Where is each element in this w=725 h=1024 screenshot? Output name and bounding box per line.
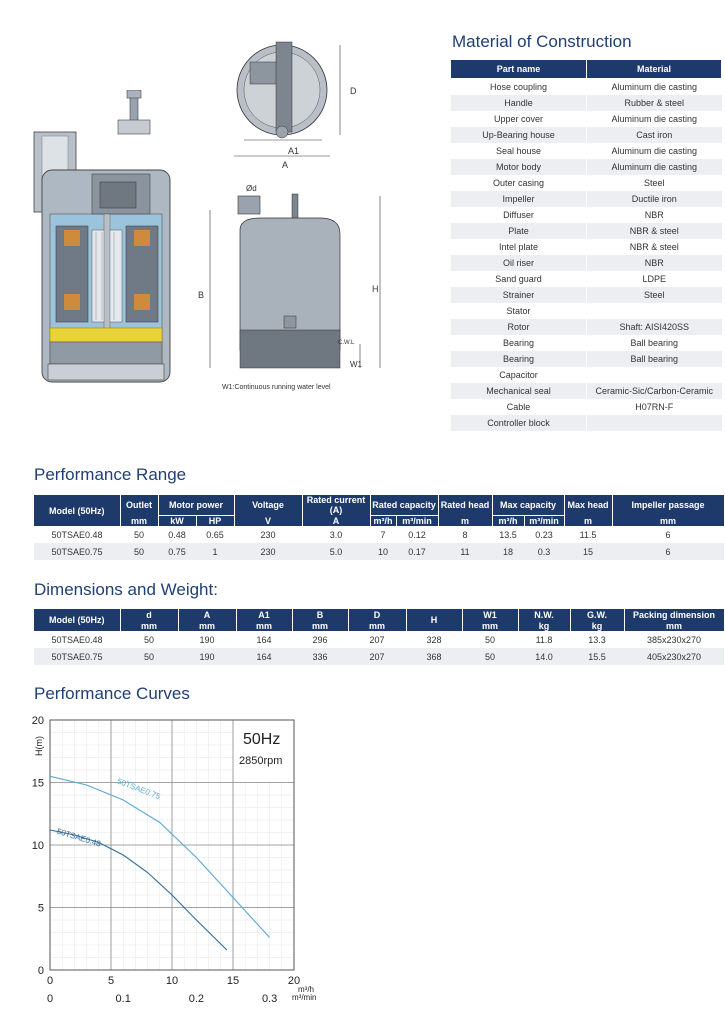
dim-h-d: d bbox=[120, 609, 178, 620]
perf-cell: 0.75 bbox=[158, 543, 196, 560]
material-value-cell: NBR & steel bbox=[587, 223, 722, 239]
x2-tick-label: 0.2 bbox=[188, 993, 205, 1005]
pump-cutaway-drawing bbox=[30, 90, 190, 390]
material-row bbox=[451, 79, 722, 96]
dim-cell: 207 bbox=[348, 648, 406, 665]
material-row bbox=[451, 271, 722, 287]
x2-tick-label: 0.1 bbox=[115, 993, 131, 1005]
rpm-label: 2850rpm bbox=[239, 755, 283, 767]
dim-cell: 50 bbox=[462, 648, 518, 665]
dim-cell: 296 bbox=[292, 631, 348, 648]
material-value-cell: Ceramic-Sic/Carbon-Ceramic bbox=[587, 383, 722, 399]
material-part-cell: Stator bbox=[451, 303, 587, 319]
perf-h-mcap-u1: m³/h bbox=[492, 515, 524, 526]
perf-cell: 1 bbox=[196, 543, 234, 560]
dim-h-gw: G.W. bbox=[570, 609, 624, 620]
material-row bbox=[451, 127, 722, 143]
material-value-cell: Steel bbox=[587, 287, 722, 303]
dim-label-h: H bbox=[372, 284, 379, 294]
material-part-cell: Handle bbox=[451, 95, 587, 111]
dim-cell: 50TSAE0.75 bbox=[34, 648, 120, 665]
perf-h-rcap: Rated capacity bbox=[370, 495, 438, 515]
dim-cell: 11.8 bbox=[518, 631, 570, 648]
material-part-cell: Hose coupling bbox=[451, 79, 587, 96]
material-value-cell: Steel bbox=[587, 175, 722, 191]
material-value-cell: Aluminum die casting bbox=[587, 79, 722, 96]
perf-cell: 11.5 bbox=[564, 526, 612, 543]
pump-side-view-drawing bbox=[200, 190, 390, 380]
dim-row bbox=[34, 631, 724, 648]
dim-h-a: A bbox=[178, 609, 236, 620]
x-tick-label: 10 bbox=[165, 975, 179, 987]
material-table bbox=[450, 59, 722, 431]
material-part-cell: Sand guard bbox=[451, 271, 587, 287]
dim-h-a1: A1 bbox=[236, 609, 292, 620]
y-tick-label: 5 bbox=[37, 902, 44, 915]
material-row bbox=[451, 399, 722, 415]
y-axis-label: H(m) bbox=[34, 736, 44, 756]
material-row bbox=[451, 191, 722, 207]
x-tick-label: 20 bbox=[287, 975, 301, 987]
perf-h-voltage-unit: V bbox=[234, 515, 302, 526]
dim-h-pack: Packing dimension bbox=[624, 609, 724, 620]
dimensions-title: Dimensions and Weight: bbox=[34, 580, 218, 599]
material-value-cell bbox=[587, 303, 722, 319]
dim-label-od: Ød bbox=[246, 184, 257, 193]
material-part-cell: Motor body bbox=[451, 159, 587, 175]
dim-h-a1-unit: mm bbox=[236, 620, 292, 631]
perf-h-mcap-u2: m³/min bbox=[524, 515, 564, 526]
material-part-cell: Bearing bbox=[451, 335, 587, 351]
material-part-cell: Plate bbox=[451, 223, 587, 239]
perf-cell: 11 bbox=[438, 543, 492, 560]
material-value-cell: NBR bbox=[587, 255, 722, 271]
perf-h-kw: kW bbox=[158, 515, 196, 526]
material-row bbox=[451, 367, 722, 383]
material-row bbox=[451, 303, 722, 319]
perf-cell: 50 bbox=[120, 526, 158, 543]
material-row bbox=[451, 255, 722, 271]
material-row bbox=[451, 111, 722, 127]
dim-h-d-unit: mm bbox=[120, 620, 178, 631]
dim-h-pack-unit: mm bbox=[624, 620, 724, 631]
material-row bbox=[451, 335, 722, 351]
dim-label-w1: W1 bbox=[350, 360, 362, 369]
dim-h-dd-unit: mm bbox=[348, 620, 406, 631]
perf-cell: 3.0 bbox=[302, 526, 370, 543]
dim-h-model: Model (50Hz) bbox=[34, 609, 120, 631]
performance-curve-chart bbox=[20, 712, 340, 1012]
perf-h-current-unit: A bbox=[302, 515, 370, 526]
perf-cell: 5.0 bbox=[302, 543, 370, 560]
perf-h-hp: HP bbox=[196, 515, 234, 526]
material-value-cell: Aluminum die casting bbox=[587, 159, 722, 175]
perf-cell: 6 bbox=[612, 526, 724, 543]
material-row bbox=[451, 207, 722, 223]
dimensions-table bbox=[34, 609, 725, 665]
perf-cell: 13.5 bbox=[492, 526, 524, 543]
perf-cell: 0.65 bbox=[196, 526, 234, 543]
perf-cell: 0.23 bbox=[524, 526, 564, 543]
x-tick-label: 15 bbox=[226, 975, 240, 987]
material-value-cell: Shaft: AISI420SS bbox=[587, 319, 722, 335]
material-row bbox=[451, 383, 722, 399]
dim-cell: 50 bbox=[120, 631, 178, 648]
material-value-cell bbox=[587, 367, 722, 383]
perf-h-voltage: Voltage bbox=[234, 495, 302, 515]
perf-cell: 0.12 bbox=[396, 526, 438, 543]
y-tick-label: 20 bbox=[31, 715, 44, 727]
dim-cell: 207 bbox=[348, 631, 406, 648]
frequency-label: 50Hz bbox=[243, 731, 281, 748]
material-row bbox=[451, 239, 722, 255]
perf-cell: 230 bbox=[234, 526, 302, 543]
dim-cell: 405x230x270 bbox=[624, 648, 724, 665]
y-tick-label: 10 bbox=[31, 840, 44, 852]
dim-cell: 190 bbox=[178, 631, 236, 648]
perf-cell: 50TSAE0.75 bbox=[34, 543, 120, 560]
dim-cell: 14.0 bbox=[518, 648, 570, 665]
dim-cell: 328 bbox=[406, 631, 462, 648]
material-part-cell: Oil riser bbox=[451, 255, 587, 271]
perf-h-model: Model (50Hz) bbox=[34, 495, 120, 526]
dim-cell: 385x230x270 bbox=[624, 631, 724, 648]
material-part-cell: Strainer bbox=[451, 287, 587, 303]
perf-cell: 6 bbox=[612, 543, 724, 560]
dim-cell: 190 bbox=[178, 648, 236, 665]
perf-h-mhead: Max head bbox=[564, 495, 612, 515]
material-row bbox=[451, 223, 722, 239]
material-part-cell: Capacitor bbox=[451, 367, 587, 383]
perf-cell: 18 bbox=[492, 543, 524, 560]
y-tick-label: 0 bbox=[37, 965, 44, 977]
x-tick-label: 5 bbox=[107, 975, 115, 987]
perf-h-motor: Motor power bbox=[158, 495, 234, 515]
perf-h-imp-unit: mm bbox=[612, 515, 724, 526]
material-part-cell: Upper cover bbox=[451, 111, 587, 127]
material-part-cell: Bearing bbox=[451, 351, 587, 367]
perf-h-current: Rated current (A) bbox=[302, 495, 370, 515]
material-row bbox=[451, 319, 722, 335]
dim-h-a-unit: mm bbox=[178, 620, 236, 631]
material-row bbox=[451, 159, 722, 175]
x2-tick-label: 0.3 bbox=[261, 993, 278, 1005]
dim-h-h: H bbox=[406, 609, 462, 631]
material-part-cell: Seal house bbox=[451, 143, 587, 159]
perf-cell: 0.48 bbox=[158, 526, 196, 543]
perf-h-outlet: Outlet bbox=[120, 495, 158, 515]
dim-h-gw-unit: kg bbox=[570, 620, 624, 631]
material-row bbox=[451, 175, 722, 191]
series-label: 50TSAE0.48 bbox=[55, 826, 102, 849]
dim-cell: 368 bbox=[406, 648, 462, 665]
material-row bbox=[451, 351, 722, 367]
material-part-cell: Intel plate bbox=[451, 239, 587, 255]
x-axis-label: m³/h bbox=[298, 985, 314, 994]
dim-label-d-top: D bbox=[350, 86, 357, 96]
dim-label-a: A bbox=[282, 160, 289, 170]
perf-row bbox=[34, 543, 724, 560]
dim-cell: 15.5 bbox=[570, 648, 624, 665]
dim-cell: 50 bbox=[462, 631, 518, 648]
material-value-cell: Ball bearing bbox=[587, 351, 722, 367]
perf-h-rhead: Rated head bbox=[438, 495, 492, 515]
material-part-cell: Cable bbox=[451, 399, 587, 415]
perf-h-outlet-unit: mm bbox=[120, 515, 158, 526]
drawing-caption: W1:Continuous running water level bbox=[222, 384, 331, 391]
material-value-cell: Ductile iron bbox=[587, 191, 722, 207]
perf-h-mcap: Max capacity bbox=[492, 495, 564, 515]
material-value-cell: NBR & steel bbox=[587, 239, 722, 255]
material-row bbox=[451, 415, 722, 431]
material-part-cell: Up-Bearing house bbox=[451, 127, 587, 143]
perf-h-rhead-unit: m bbox=[438, 515, 492, 526]
material-part-cell: Controller block bbox=[451, 415, 587, 431]
perf-cell: 230 bbox=[234, 543, 302, 560]
dim-label-b: B bbox=[198, 290, 205, 300]
dim-cell: 50 bbox=[120, 648, 178, 665]
material-value-cell: H07RN-F bbox=[587, 399, 722, 415]
material-value-cell: Cast iron bbox=[587, 127, 722, 143]
dim-cell: 13.3 bbox=[570, 631, 624, 648]
x-axis-label-2: m³/min bbox=[292, 993, 317, 1002]
material-value-cell: LDPE bbox=[587, 271, 722, 287]
perf-h-imp: Impeller passage bbox=[612, 495, 724, 515]
dim-label-a1: A1 bbox=[288, 146, 300, 156]
material-header-row bbox=[451, 60, 722, 79]
material-row bbox=[451, 287, 722, 303]
dim-cell: 164 bbox=[236, 648, 292, 665]
performance-title: Performance Range bbox=[34, 465, 187, 484]
material-value-cell: Rubber & steel bbox=[587, 95, 722, 111]
material-part-cell: Impeller bbox=[451, 191, 587, 207]
perf-cell: 0.3 bbox=[524, 543, 564, 560]
material-part-cell: Outer casing bbox=[451, 175, 587, 191]
perf-cell: 10 bbox=[370, 543, 396, 560]
material-row bbox=[451, 143, 722, 159]
dim-h-b: B bbox=[292, 609, 348, 620]
dim-cell: 164 bbox=[236, 631, 292, 648]
material-value-cell: Ball bearing bbox=[587, 335, 722, 351]
perf-h-rcap-u1: m³/h bbox=[370, 515, 396, 526]
dim-h-w1-unit: mm bbox=[462, 620, 518, 631]
perf-h-mhead-unit: m bbox=[564, 515, 612, 526]
dim-cell: 50TSAE0.48 bbox=[34, 631, 120, 648]
x-tick-label: 0 bbox=[46, 975, 54, 987]
series-label: 50TSAE0.75 bbox=[115, 776, 162, 802]
material-value-cell: NBR bbox=[587, 207, 722, 223]
dim-h-nw-unit: kg bbox=[518, 620, 570, 631]
dim-h-w1: W1 bbox=[462, 609, 518, 620]
perf-row bbox=[34, 526, 724, 543]
material-title: Material of Construction bbox=[452, 32, 632, 51]
perf-cell: 15 bbox=[564, 543, 612, 560]
material-header-part: Part name bbox=[451, 60, 587, 79]
dim-cell: 336 bbox=[292, 648, 348, 665]
dim-row bbox=[34, 648, 724, 665]
material-part-cell: Rotor bbox=[451, 319, 587, 335]
material-part-cell: Diffuser bbox=[451, 207, 587, 223]
perf-cell: 7 bbox=[370, 526, 396, 543]
material-value-cell: Aluminum die casting bbox=[587, 111, 722, 127]
series-line bbox=[50, 830, 227, 950]
perf-h-rcap-u2: m³/min bbox=[396, 515, 438, 526]
curves-title: Performance Curves bbox=[34, 684, 190, 703]
dim-h-b-unit: mm bbox=[292, 620, 348, 631]
material-value-cell bbox=[587, 415, 722, 431]
material-row bbox=[451, 95, 722, 111]
perf-cell: 50 bbox=[120, 543, 158, 560]
y-tick-label: 15 bbox=[31, 777, 44, 790]
dim-label-cwl: C.W.L bbox=[338, 340, 355, 346]
perf-cell: 0.17 bbox=[396, 543, 438, 560]
perf-cell: 50TSAE0.48 bbox=[34, 526, 120, 543]
material-value-cell: Aluminum die casting bbox=[587, 143, 722, 159]
material-part-cell: Mechanical seal bbox=[451, 383, 587, 399]
dim-h-nw: N.W. bbox=[518, 609, 570, 620]
dim-h-dd: D bbox=[348, 609, 406, 620]
material-header-material: Material bbox=[587, 60, 722, 79]
x2-tick-label: 0 bbox=[46, 993, 54, 1005]
performance-table bbox=[34, 495, 725, 560]
perf-cell: 8 bbox=[438, 526, 492, 543]
